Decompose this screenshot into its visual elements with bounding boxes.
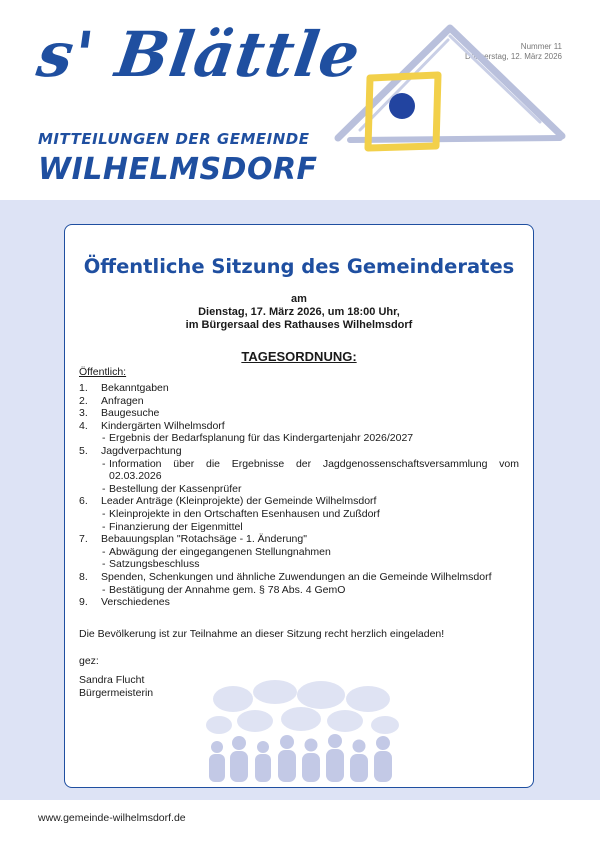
subitem-dash: - [102,558,106,571]
agenda-subitem-text: Information über die Ergebnisse der Jagdgenossenschaftsversammlung vom 02.03.2026 [109,457,519,483]
agenda-item-text: Baugesuche [101,407,160,420]
agenda-heading: TAGESORDNUNG: [241,349,357,364]
agenda-subitem-text: Ergebnis der Bedarfsplanung für das Kindergartenjahr 2026/2027 [109,432,414,445]
agenda-item-number: 8. [79,570,88,583]
agenda-subitem [79,584,519,597]
agenda-subitem-text: Bestätigung der Annahme gem. § 78 Abs. 4 GemO [109,583,346,596]
agenda-item-text: Bebauungsplan "Rotachsäge - 1. Änderung" [101,533,307,546]
subitem-dash: - [102,545,106,558]
agenda-subitem [79,508,519,521]
agenda-item-number: 4. [79,419,88,432]
public-label: Öffentlich: [79,366,127,378]
agenda-subitem [79,483,519,496]
subitem-dash: - [102,432,106,445]
agenda-item [79,495,519,508]
agenda-item-text: Kindergärten Wilhelmsdorf [101,419,225,432]
agenda-subitem-text: Bestellung der Kassenprüfer [109,482,242,495]
meeting-details [65,293,533,332]
subitem-dash: - [102,457,106,470]
agenda-subitem [79,521,519,534]
subitem-dash: - [102,520,106,533]
brand-title: s' Blättle [32,18,366,91]
masthead-subtitle: MITTEILUNGEN DER GEMEINDE [38,130,310,148]
agenda-item [79,407,519,420]
agenda-item-text: Bekanntgaben [101,382,169,394]
agenda-item-text: Verschiedenes [101,596,170,609]
meeting-date: Dienstag, 17. März 2026, um 18:00 Uhr, [198,306,400,318]
agenda-item-number: 9. [79,596,88,609]
agenda-item-number: 3. [79,407,88,420]
agenda-subitem [79,546,519,559]
signature-block [79,655,153,700]
issue-date: Donnerstag, 12. März 2026 [465,52,562,61]
agenda-item [79,395,519,408]
agenda-subitem-text: Satzungsbeschluss [109,558,200,571]
agenda-item-number: 1. [79,382,88,394]
agenda-item [79,382,519,395]
meeting-am: am [291,293,307,305]
speech-bubbles-crowd-icon [203,677,403,782]
agenda-item [79,596,519,609]
subitem-dash: - [102,507,106,520]
agenda-subitem [79,558,519,571]
agenda-item-text: Anfragen [101,394,144,407]
signature-role: Bürgermeisterin [79,687,154,699]
masthead-municipality: WILHELMSDORF [38,152,318,187]
agenda-item-text: Jagdverpachtung [101,444,182,457]
notice-title: Öffentliche Sitzung des Gemeinderates [83,255,515,278]
agenda-item-number: 7. [79,533,88,546]
signature-gez: gez: [79,655,99,667]
agenda-subitem [79,458,519,483]
agenda-subitem-text: Kleinprojekte in den Ortschaften Esenhausen und Zußdorf [109,507,380,520]
issue-number: Nummer 11 [520,42,562,51]
agenda-item-number: 5. [79,444,88,457]
agenda-list [79,382,519,609]
agenda-item [79,420,519,433]
notice-card [64,224,534,788]
invitation-text: Die Bevölkerung ist zur Teilnahme an dieser Sitzung recht herzlich eingeladen! [79,628,445,640]
agenda-item-text: Leader Anträge (Kleinprojekte) der Gemeinde Wilhelmsdorf [101,495,377,508]
agenda-item [79,533,519,546]
subitem-dash: - [102,482,106,495]
house-logo-icon [330,18,570,158]
masthead [0,0,600,200]
agenda-subitem-text: Finanzierung der Eigenmittel [109,520,243,533]
signature-name: Sandra Flucht [79,674,145,686]
footer-url[interactable]: www.gemeinde-wilhelmsdorf.de [38,812,186,824]
subitem-dash: - [102,583,106,596]
meeting-location: im Bürgersaal des Rathauses Wilhelmsdorf [185,319,413,331]
agenda-item [79,445,519,458]
agenda-item-text: Spenden, Schenkungen und ähnliche Zuwendungen an die Gemeinde Wilhelmsdorf [101,570,492,583]
agenda-subitem [79,432,519,445]
agenda-subitem-text: Abwägung der eingegangenen Stellungnahmen [109,545,331,558]
agenda-item [79,571,519,584]
agenda-item-number: 2. [79,394,88,407]
agenda-item-number: 6. [79,495,88,508]
